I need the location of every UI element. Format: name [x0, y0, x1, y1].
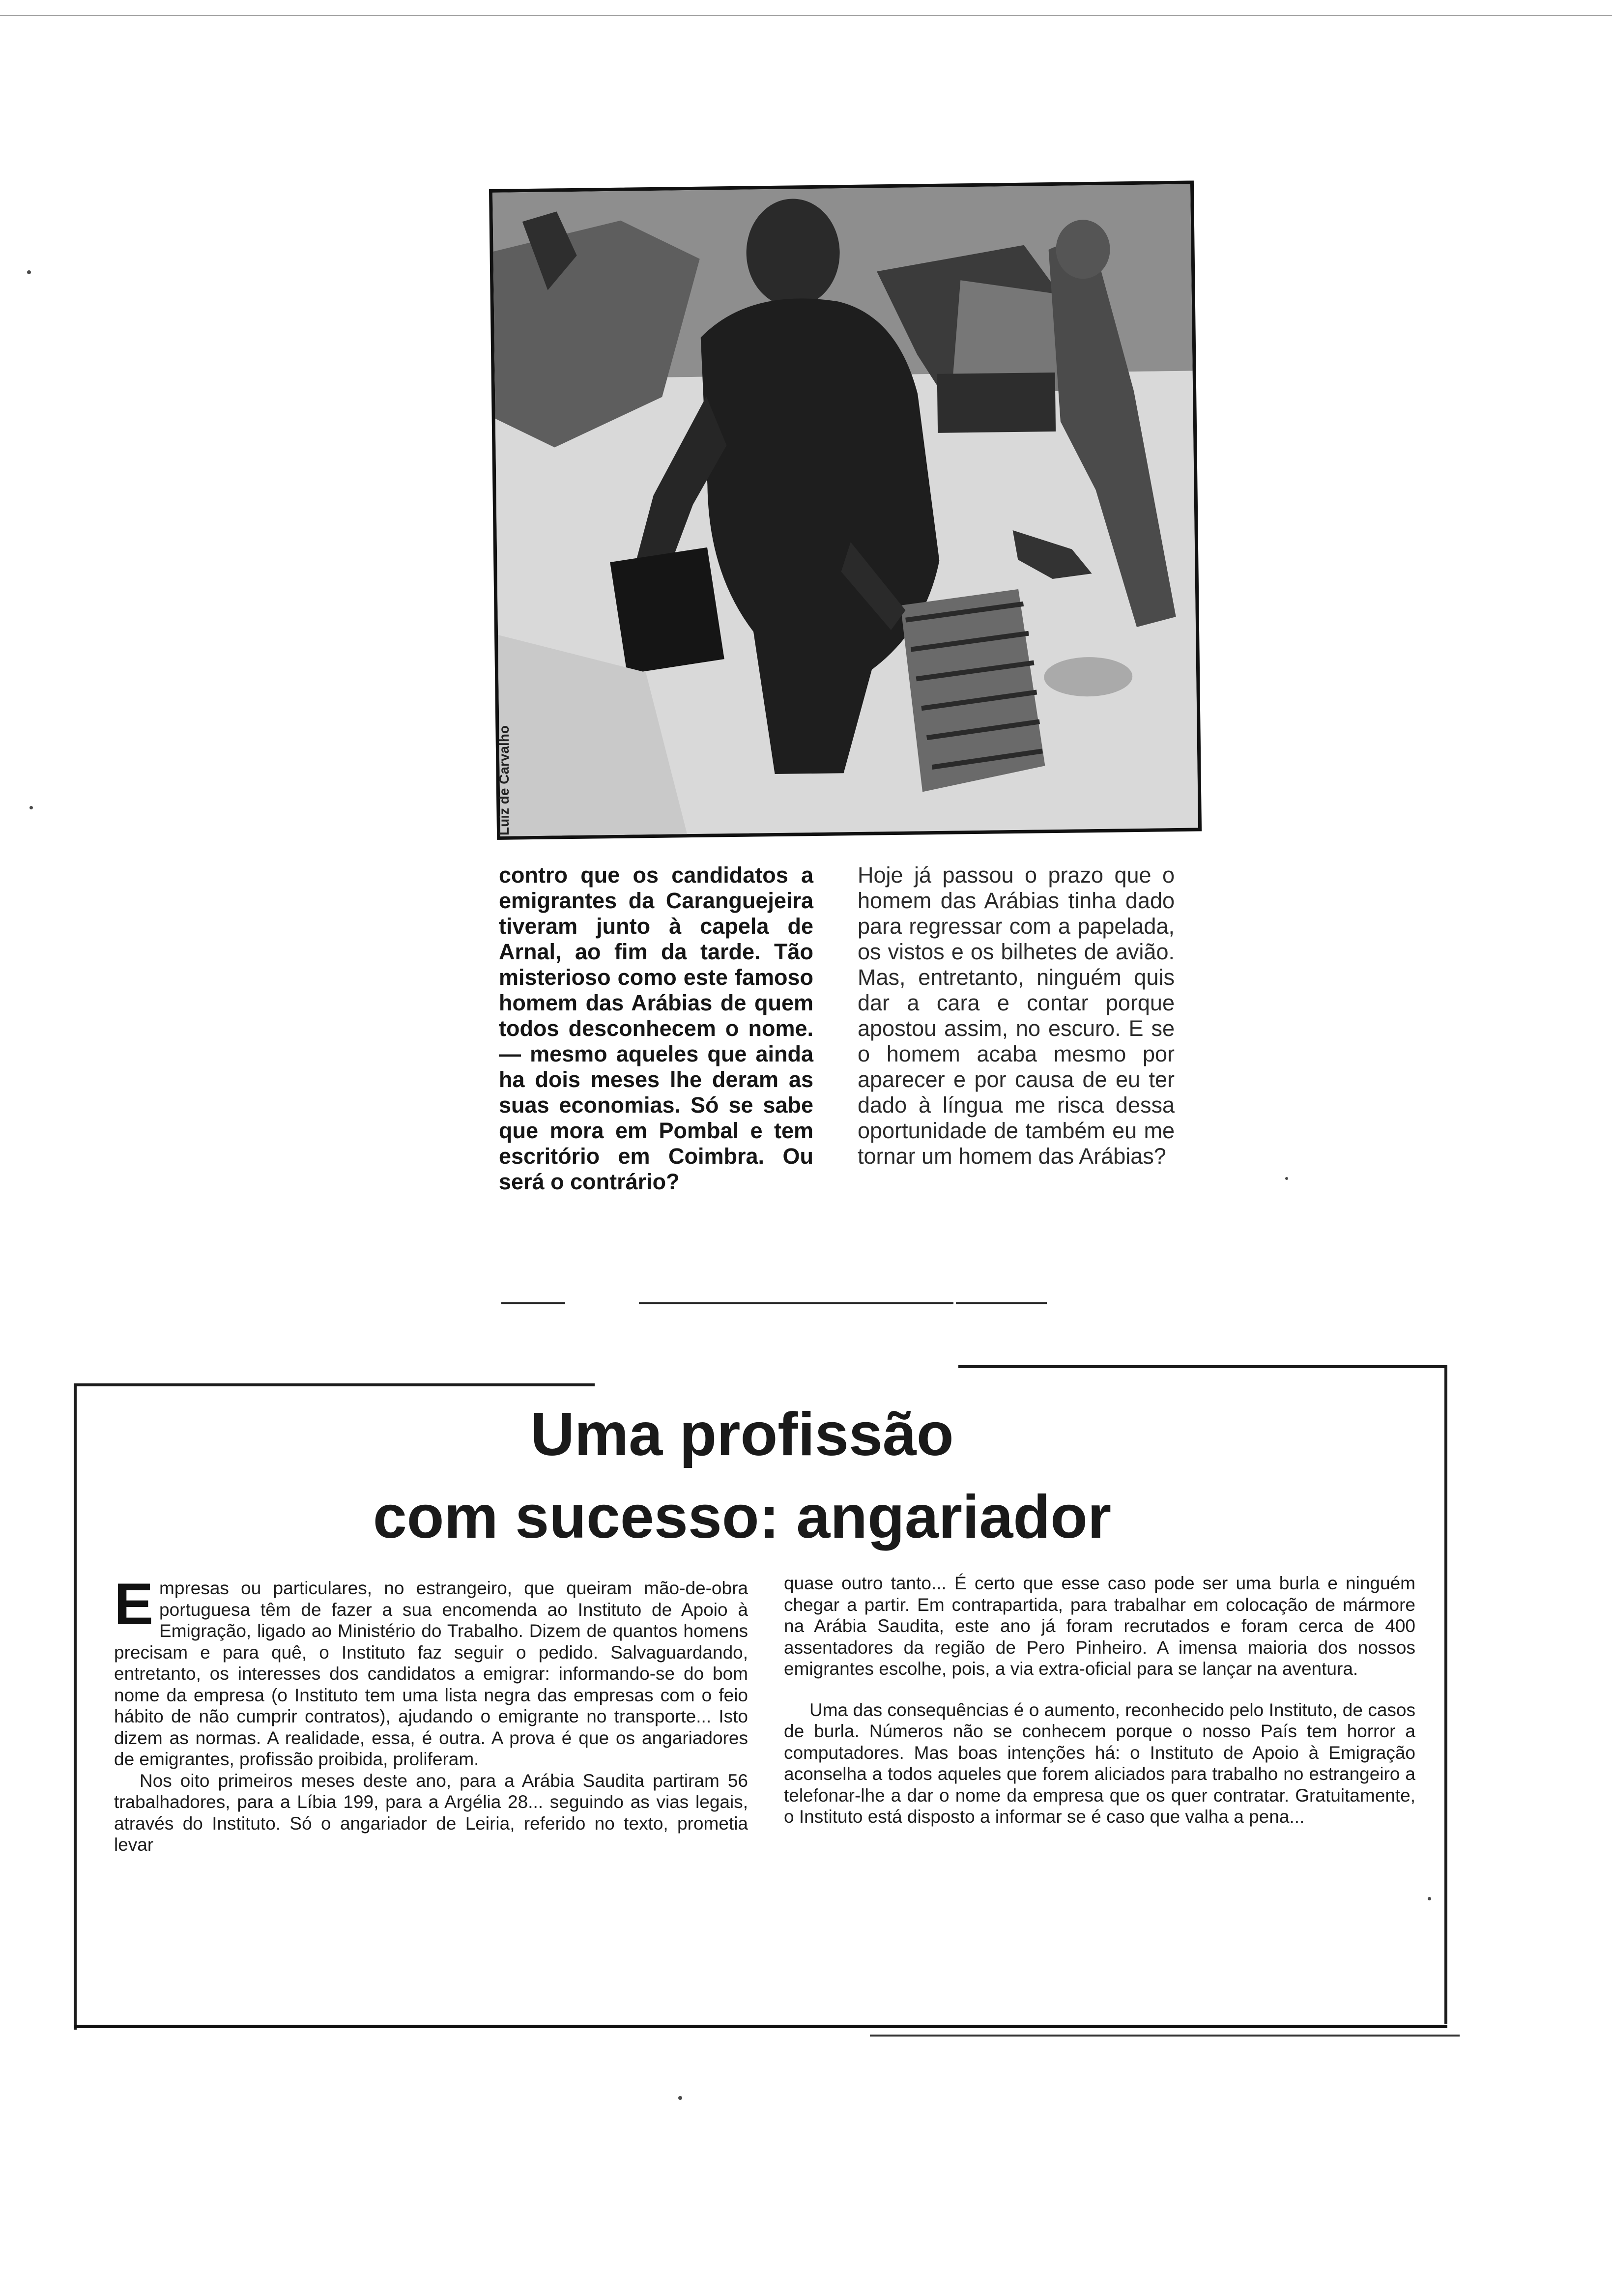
box-border-top-right	[958, 1365, 1447, 1368]
news-photo	[489, 180, 1202, 839]
scan-speck	[1428, 1897, 1431, 1900]
article-right-column	[784, 1573, 1415, 1828]
photo-credit: Luiz de Carvalho	[496, 725, 512, 835]
photo-illustration	[492, 184, 1198, 836]
scan-speck	[29, 806, 33, 809]
column-end-rule	[639, 1302, 953, 1304]
article-paragraph-2: Nos oito primeiros meses deste ano, para a Arábia Saudita partiram 56 trabalhadores, para a Líbia 199, para a Argélia 28... seguindo as vias legais, através do Instituto. Só o angariador de Leiria, referido no texto, prometia levar	[114, 1770, 748, 1855]
box-border-bottom-shadow	[870, 2035, 1460, 2037]
article-left-column	[114, 1571, 748, 1856]
article-paragraph-1-text: mpresas ou particulares, no estrangeiro, que queiram mão-de-obra portuguesa têm de fazer a sua encomenda ao Instituto de Apoio à Emigração, ligado ao Ministério do Trabalho. Dizem de quantos homens precisam e para quê, o Instituto faz seguir o pedido. Salvaguardando, entretanto, os interesses dos candidatos a emigrar: informando-se do bom nome da empresa (o Instituto tem uma lista negra das empresas com o feio hábito de não cumprir contratos), ajudando o emigrante no transporte... Isto dizem as normas. A realidade, essa, é outra. A prova é que os angariadores de emigrantes, profissão proibida, proliferam.	[114, 1578, 748, 1769]
scan-speck	[678, 2096, 682, 2100]
box-border-top-left	[74, 1383, 595, 1386]
box-border-left	[74, 1383, 77, 2030]
box-border-bottom	[74, 2025, 1447, 2028]
column-end-rule	[501, 1302, 565, 1304]
article-paragraph-1	[114, 1571, 748, 1770]
drop-cap: E	[114, 1571, 154, 1637]
headline-line-1: Uma profissão	[530, 1401, 954, 1468]
headline-line-2: com sucesso: angariador	[373, 1483, 1112, 1551]
column-end-rule	[956, 1302, 1047, 1304]
scan-speck	[27, 270, 31, 274]
scan-speck	[1285, 1177, 1288, 1180]
box-border-right	[1444, 1365, 1447, 2024]
article-paragraph-3: quase outro tanto... É certo que esse caso pode ser uma burla e ninguém chegar a partir. Em contrapartida, para trabalhar em colocação de mármore na Arábia Saudita, este ano já foram recrutados e foram cerca de 400 assentadores da região de Pero Pinheiro. A imensa maioria dos nossos emigrantes escolhe, pois, a via extra-oficial para se lançar na aventura.	[784, 1573, 1415, 1679]
upper-article-left-column: contro que os candidatos a emigrantes da Caranguejeira tiveram junto à capela de Arnal, ao fim da tarde. Tão misterioso como este famoso homem das Arábias de quem todos desconhecem o nome. — mesmo aqueles que ainda ha dois meses lhe deram as suas economias. Só se sabe que mora em Pombal e tem escritório em Coimbra. Ou será o contrário?	[499, 862, 813, 1194]
article-headline	[187, 1393, 1297, 1558]
paragraph-gap	[784, 1680, 1415, 1699]
scan-edge-line	[0, 15, 1612, 16]
upper-article-right-column: Hoje já passou o prazo que o homem das Arábias tinha dado para regressar com a papelada, os vistos e os bilhetes de avião. Mas, entretanto, ninguém quis dar a cara e contar porque apostou assim, no escuro. E se o homem acaba mesmo por aparecer e por causa de eu ter dado à língua me risca dessa oportunidade de também eu me tornar um homem das Arábias?	[858, 862, 1175, 1169]
article-paragraph-4: Uma das consequências é o aumento, reconhecido pelo Instituto, de casos de burla. Números não se conhecem porque o nosso País tem horror a computadores. Mas boas intenções há: o Instituto de Apoio à Emigração aconselha a todos aqueles que forem aliciados para trabalho no estrangeiro a telefonar-lhe a dar o nome da empresa que os quer contratar. Gratuitamente, o Instituto está disposto a informar se é caso que valha a pena...	[784, 1699, 1415, 1827]
